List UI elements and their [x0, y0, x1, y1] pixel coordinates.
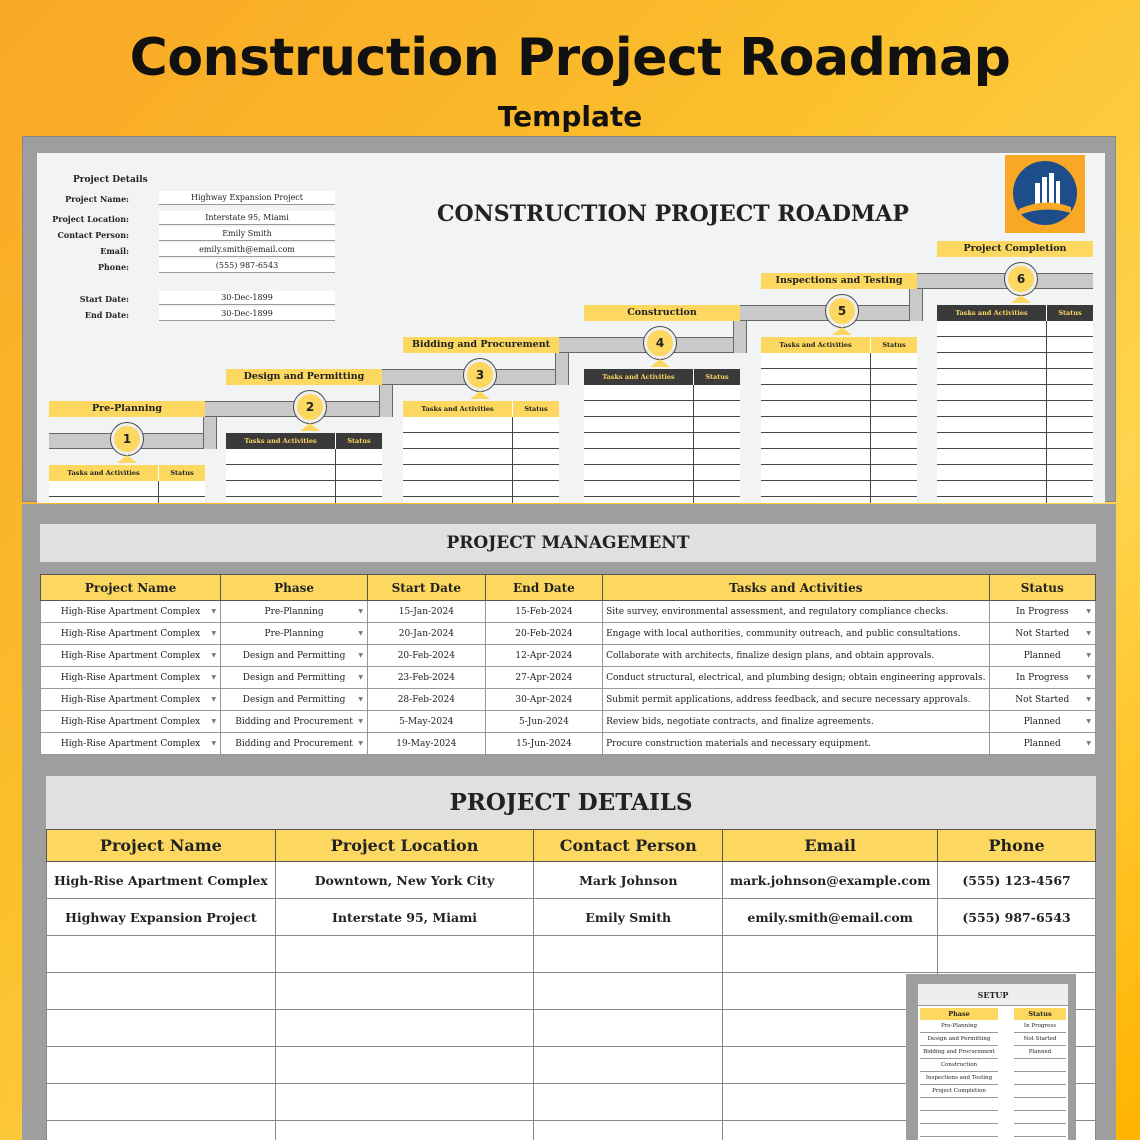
cell-end-date[interactable] — [485, 623, 602, 645]
table-row — [41, 623, 1096, 645]
cell-phase[interactable] — [221, 667, 368, 689]
project-details-title: PROJECT DETAILS — [46, 776, 1096, 830]
cell-tasks[interactable] — [603, 733, 989, 755]
table-cell[interactable]: Highway Expansion Project — [47, 899, 276, 936]
setup-status-item: Not Started — [1014, 1033, 1066, 1046]
table-cell[interactable] — [723, 936, 938, 973]
cell-end-date-text: 15-Jun-2024 — [516, 738, 572, 749]
cell-tasks[interactable] — [603, 689, 989, 711]
cell-tasks-text: Procure construction materials and necessary equipment. — [606, 738, 871, 749]
field-label-end-date: End Date: — [84, 310, 129, 320]
phase-label-4: Construction — [584, 305, 740, 321]
cell-start-date-text: 5-May-2024 — [399, 716, 454, 727]
dropdown-arrow-icon[interactable]: ▼ — [358, 608, 363, 615]
cell-phase[interactable] — [221, 601, 368, 623]
col-start-date: Start Date — [367, 575, 485, 601]
tasks-header: Tasks and Activities — [49, 465, 159, 481]
marker-pointer-4 — [650, 359, 670, 367]
setup-status-item: In Progress — [1014, 1020, 1066, 1033]
cell-status[interactable] — [989, 733, 1096, 755]
dropdown-arrow-icon[interactable]: ▼ — [211, 740, 217, 747]
cell-phase-text: Design and Permitting — [242, 650, 346, 661]
building-icon — [1013, 161, 1077, 225]
table-cell[interactable]: (555) 123-4567 — [938, 862, 1096, 899]
project-management-table — [40, 574, 1096, 755]
cell-project-name-text: High-Rise Apartment Complex — [60, 650, 201, 661]
phase-marker-5: 5 — [826, 295, 858, 327]
cell-status-text: Planned — [1023, 716, 1061, 727]
project-management-title: PROJECT MANAGEMENT — [40, 524, 1096, 562]
cell-phase[interactable] — [221, 689, 368, 711]
phase-label-3: Bidding and Procurement — [403, 337, 559, 353]
cell-status-text: In Progress — [1015, 606, 1069, 617]
setup-status-item — [1014, 1124, 1066, 1137]
cell-phase-text: Bidding and Procurement — [235, 716, 353, 727]
setup-phase-item — [920, 1111, 998, 1124]
cell-status-text: In Progress — [1015, 672, 1069, 683]
cell-project-name-text: High-Rise Apartment Complex — [60, 716, 201, 727]
setup-phase-item — [920, 1124, 998, 1137]
phase-table-1[interactable] — [49, 465, 205, 503]
status-header: Status — [882, 341, 906, 349]
col-phone: Phone — [938, 830, 1096, 862]
cell-phase-text: Bidding and Procurement — [235, 738, 353, 749]
dropdown-arrow-icon[interactable]: ▼ — [358, 674, 363, 681]
phase-marker-3: 3 — [464, 359, 496, 391]
field-project-name[interactable]: Highway Expansion Project — [159, 191, 335, 205]
cell-project-name[interactable] — [41, 623, 221, 645]
phase-table-6[interactable] — [937, 305, 1093, 503]
col-end-date: End Date — [485, 575, 602, 601]
table-row — [41, 733, 1096, 755]
cell-tasks-text: Engage with local authorities, community outreach, and public consultations. — [606, 628, 961, 639]
cell-tasks-text: Submit permit applications, address feedback, and secure necessary approvals. — [606, 694, 971, 705]
cell-phase-text: Pre-Planning — [264, 606, 324, 617]
marker-pointer-5 — [832, 327, 852, 335]
setup-phase-item: Inspections and Testing — [920, 1072, 998, 1085]
dropdown-arrow-icon[interactable]: ▼ — [358, 740, 363, 747]
setup-phase-item: Bidding and Procurement — [920, 1046, 998, 1059]
table-cell[interactable] — [534, 1121, 723, 1140]
tasks-header: Tasks and Activities — [761, 337, 871, 353]
table-row — [41, 601, 1096, 623]
project-details-heading: Project Details — [73, 175, 148, 185]
cell-tasks-text: Review bids, negotiate contracts, and finalize agreements. — [606, 716, 874, 727]
setup-phase-item: Design and Permitting — [920, 1033, 998, 1046]
field-label-start-date: Start Date: — [79, 294, 129, 304]
road-segment-6 — [909, 273, 1093, 289]
col-project-name: Project Name — [41, 575, 221, 601]
status-header: Status — [170, 469, 194, 477]
dropdown-arrow-icon[interactable]: ▼ — [1086, 696, 1091, 703]
table-cell[interactable] — [47, 1047, 276, 1084]
cell-start-date[interactable] — [367, 667, 485, 689]
cell-end-date[interactable] — [485, 711, 602, 733]
cell-start-date-text: 20-Jan-2024 — [398, 628, 454, 639]
cell-end-date-text: 12-Apr-2024 — [515, 650, 573, 661]
cell-project-name-text: High-Rise Apartment Complex — [60, 694, 201, 705]
cell-tasks-text: Collaborate with architects, finalize design plans, and obtain approvals. — [606, 650, 935, 661]
page-title: Construction Project Roadmap — [129, 28, 1011, 88]
setup-phase-item: Project Completion — [920, 1085, 998, 1098]
dropdown-arrow-icon[interactable]: ▼ — [211, 608, 217, 615]
cell-start-date-text: 20-Feb-2024 — [397, 650, 455, 661]
cell-end-date[interactable] — [485, 645, 602, 667]
dropdown-arrow-icon[interactable]: ▼ — [1086, 652, 1091, 659]
table-cell[interactable] — [275, 973, 534, 1010]
cell-status-text: Not Started — [1015, 694, 1070, 705]
phase-table-3[interactable] — [403, 401, 559, 503]
cell-start-date[interactable] — [367, 601, 485, 623]
field-label-phone: Phone: — [97, 262, 129, 272]
phase-table-5[interactable] — [761, 337, 917, 503]
cell-start-date-text: 19-May-2024 — [396, 738, 457, 749]
cell-start-date[interactable] — [367, 623, 485, 645]
table-cell[interactable]: mark.johnson@example.com — [723, 862, 938, 899]
phase-marker-6: 6 — [1005, 263, 1037, 295]
field-label-email: Email: — [100, 246, 129, 256]
cell-project-name[interactable] — [41, 601, 221, 623]
setup-phase-item: Construction — [920, 1059, 998, 1072]
field-label-contact: Contact Person: — [57, 230, 129, 240]
cell-project-name[interactable] — [41, 733, 221, 755]
cell-phase[interactable] — [221, 623, 368, 645]
table-cell[interactable] — [275, 1084, 534, 1121]
roadmap-sheet — [22, 136, 1116, 502]
setup-phase-item: Pre-Planning — [920, 1020, 998, 1033]
marker-pointer-1 — [117, 455, 137, 463]
table-row — [41, 667, 1096, 689]
table-row — [47, 862, 1096, 899]
field-location[interactable]: Interstate 95, Miami — [159, 211, 335, 225]
setup-phase-column — [920, 1008, 998, 1140]
table-cell[interactable] — [534, 973, 723, 1010]
table-row — [41, 645, 1096, 667]
table-cell[interactable] — [275, 1121, 534, 1140]
cell-status-text: Planned — [1023, 650, 1061, 661]
cell-start-date[interactable] — [367, 711, 485, 733]
company-logo — [1005, 155, 1085, 233]
cell-status[interactable] — [989, 711, 1096, 733]
setup-sheet — [918, 984, 1068, 1140]
field-end-date[interactable]: 30-Dec-1899 — [159, 307, 335, 321]
setup-status-item — [1014, 1098, 1066, 1111]
page-subtitle: Template — [497, 100, 643, 133]
cell-project-name[interactable] — [41, 667, 221, 689]
table-cell[interactable]: Downtown, New York City — [275, 862, 534, 899]
dropdown-arrow-icon[interactable]: ▼ — [1086, 674, 1091, 681]
field-label-project-name: Project Name: — [65, 194, 129, 204]
setup-status-header: Status — [1014, 1008, 1066, 1020]
col-project-name: Project Name — [47, 830, 276, 862]
table-cell[interactable] — [47, 973, 276, 1010]
table-cell[interactable] — [534, 936, 723, 973]
dropdown-arrow-icon[interactable]: ▼ — [358, 696, 363, 703]
marker-pointer-3 — [470, 391, 490, 399]
cell-project-name-text: High-Rise Apartment Complex — [60, 606, 201, 617]
dropdown-arrow-icon[interactable]: ▼ — [1086, 630, 1091, 637]
cell-end-date[interactable] — [485, 601, 602, 623]
table-cell[interactable] — [534, 1084, 723, 1121]
field-phone[interactable]: (555) 987-6543 — [159, 259, 335, 273]
phase-label-6: Project Completion — [937, 241, 1093, 257]
field-email[interactable]: emily.smith@email.com — [159, 243, 335, 257]
table-row — [47, 936, 1096, 973]
tasks-header: Tasks and Activities — [226, 433, 336, 449]
cell-status-text: Planned — [1023, 738, 1061, 749]
cell-phase[interactable] — [221, 645, 368, 667]
setup-status-column — [1014, 1008, 1066, 1140]
phase-table-4[interactable] — [584, 369, 740, 503]
phase-label-1: Pre-Planning — [49, 401, 205, 417]
cell-status[interactable] — [989, 623, 1096, 645]
cell-status[interactable] — [989, 689, 1096, 711]
cell-tasks[interactable] — [603, 667, 989, 689]
cell-status[interactable] — [989, 601, 1096, 623]
cell-phase-text: Design and Permitting — [242, 694, 346, 705]
phase-marker-1: 1 — [111, 423, 143, 455]
dropdown-arrow-icon[interactable]: ▼ — [1086, 740, 1091, 747]
dropdown-arrow-icon[interactable]: ▼ — [358, 652, 363, 659]
cell-end-date[interactable] — [485, 689, 602, 711]
cell-tasks[interactable] — [603, 601, 989, 623]
cell-end-date-text: 27-Apr-2024 — [515, 672, 573, 683]
table-cell[interactable]: (555) 987-6543 — [938, 899, 1096, 936]
setup-status-item — [1014, 1085, 1066, 1098]
table-row — [41, 711, 1096, 733]
dropdown-arrow-icon[interactable]: ▼ — [358, 718, 363, 725]
col-status: Status — [989, 575, 1096, 601]
cell-phase[interactable] — [221, 711, 368, 733]
marker-pointer-6 — [1011, 295, 1031, 303]
cell-tasks[interactable] — [603, 711, 989, 733]
cell-end-date-text: 30-Apr-2024 — [515, 694, 573, 705]
status-header: Status — [347, 437, 371, 445]
cell-start-date-text: 28-Feb-2024 — [397, 694, 455, 705]
table-cell[interactable] — [47, 1084, 276, 1121]
field-start-date[interactable]: 30-Dec-1899 — [159, 291, 335, 305]
cell-tasks-text: Site survey, environmental assessment, and regulatory compliance checks. — [606, 606, 949, 617]
setup-phase-header: Phase — [920, 1008, 998, 1020]
cell-project-name[interactable] — [41, 711, 221, 733]
cell-status-text: Not Started — [1015, 628, 1070, 639]
setup-title: SETUP — [918, 984, 1068, 1006]
status-header: Status — [524, 405, 548, 413]
cell-phase-text: Pre-Planning — [264, 628, 324, 639]
dropdown-arrow-icon[interactable]: ▼ — [211, 674, 217, 681]
setup-phase-item — [920, 1098, 998, 1111]
cell-end-date[interactable] — [485, 733, 602, 755]
cell-project-name[interactable] — [41, 645, 221, 667]
status-header: Status — [1058, 309, 1082, 317]
table-cell[interactable] — [47, 1010, 276, 1047]
status-header: Status — [705, 373, 729, 381]
tasks-header: Tasks and Activities — [937, 305, 1047, 321]
cell-end-date-text: 15-Feb-2024 — [515, 606, 573, 617]
table-cell[interactable] — [275, 1010, 534, 1047]
phase-label-5: Inspections and Testing — [761, 273, 917, 289]
col-contact-person: Contact Person — [534, 830, 723, 862]
table-row — [47, 899, 1096, 936]
cell-project-name-text: High-Rise Apartment Complex — [60, 672, 201, 683]
cell-status[interactable] — [989, 667, 1096, 689]
dropdown-arrow-icon[interactable]: ▼ — [1086, 718, 1091, 725]
setup-status-item — [1014, 1111, 1066, 1124]
cell-phase[interactable] — [221, 733, 368, 755]
table-cell[interactable]: High-Rise Apartment Complex — [47, 862, 276, 899]
cell-project-name-text: High-Rise Apartment Complex — [60, 628, 201, 639]
setup-status-item — [1014, 1072, 1066, 1085]
table-cell[interactable] — [275, 1047, 534, 1084]
field-contact[interactable]: Emily Smith — [159, 227, 335, 241]
cell-tasks[interactable] — [603, 645, 989, 667]
table-cell[interactable] — [534, 1010, 723, 1047]
project-sheet — [22, 504, 1116, 1140]
marker-pointer-2 — [300, 423, 320, 431]
table-cell[interactable]: Mark Johnson — [534, 862, 723, 899]
phase-label-2: Design and Permitting — [226, 369, 382, 385]
dropdown-arrow-icon[interactable]: ▼ — [211, 718, 217, 725]
cell-project-name-text: High-Rise Apartment Complex — [60, 738, 201, 749]
phase-marker-2: 2 — [294, 391, 326, 423]
field-label-location: Project Location: — [52, 214, 129, 224]
col-tasks: Tasks and Activities — [603, 575, 989, 601]
cell-tasks[interactable] — [603, 623, 989, 645]
cell-end-date-text: 20-Feb-2024 — [515, 628, 573, 639]
dropdown-arrow-icon[interactable]: ▼ — [358, 630, 363, 637]
roadmap-title: CONSTRUCTION PROJECT ROADMAP — [437, 201, 909, 227]
table-cell[interactable] — [275, 936, 534, 973]
table-cell[interactable] — [47, 1121, 276, 1140]
phase-table-2[interactable] — [226, 433, 382, 503]
cell-tasks-text: Conduct structural, electrical, and plumbing design; obtain engineering approvals. — [606, 672, 986, 683]
cell-status[interactable] — [989, 645, 1096, 667]
cell-start-date[interactable] — [367, 733, 485, 755]
table-cell[interactable]: emily.smith@email.com — [723, 899, 938, 936]
dropdown-arrow-icon[interactable]: ▼ — [211, 696, 217, 703]
dropdown-arrow-icon[interactable]: ▼ — [211, 652, 217, 659]
roadmap-canvas — [37, 153, 1105, 503]
table-row — [41, 689, 1096, 711]
table-cell[interactable] — [534, 1047, 723, 1084]
col-phase: Phase — [221, 575, 368, 601]
phase-marker-4: 4 — [644, 327, 676, 359]
cell-end-date-text: 5-Jun-2024 — [518, 716, 569, 727]
table-cell[interactable]: Emily Smith — [534, 899, 723, 936]
cell-start-date-text: 15-Jan-2024 — [398, 606, 454, 617]
col-project-location: Project Location — [275, 830, 534, 862]
setup-status-item: Planned — [1014, 1046, 1066, 1059]
cell-project-name[interactable] — [41, 689, 221, 711]
dropdown-arrow-icon[interactable]: ▼ — [211, 630, 217, 637]
tasks-header: Tasks and Activities — [584, 369, 694, 385]
table-cell[interactable] — [47, 936, 276, 973]
cell-start-date[interactable] — [367, 645, 485, 667]
setup-status-item — [1014, 1059, 1066, 1072]
setup-panel — [906, 974, 1076, 1140]
cell-start-date-text: 23-Feb-2024 — [397, 672, 455, 683]
cell-phase-text: Design and Permitting — [242, 672, 346, 683]
cell-start-date[interactable] — [367, 689, 485, 711]
tasks-header: Tasks and Activities — [403, 401, 513, 417]
table-cell[interactable]: Interstate 95, Miami — [275, 899, 534, 936]
col-email: Email — [723, 830, 938, 862]
table-cell[interactable] — [938, 936, 1096, 973]
dropdown-arrow-icon[interactable]: ▼ — [1086, 608, 1091, 615]
cell-end-date[interactable] — [485, 667, 602, 689]
